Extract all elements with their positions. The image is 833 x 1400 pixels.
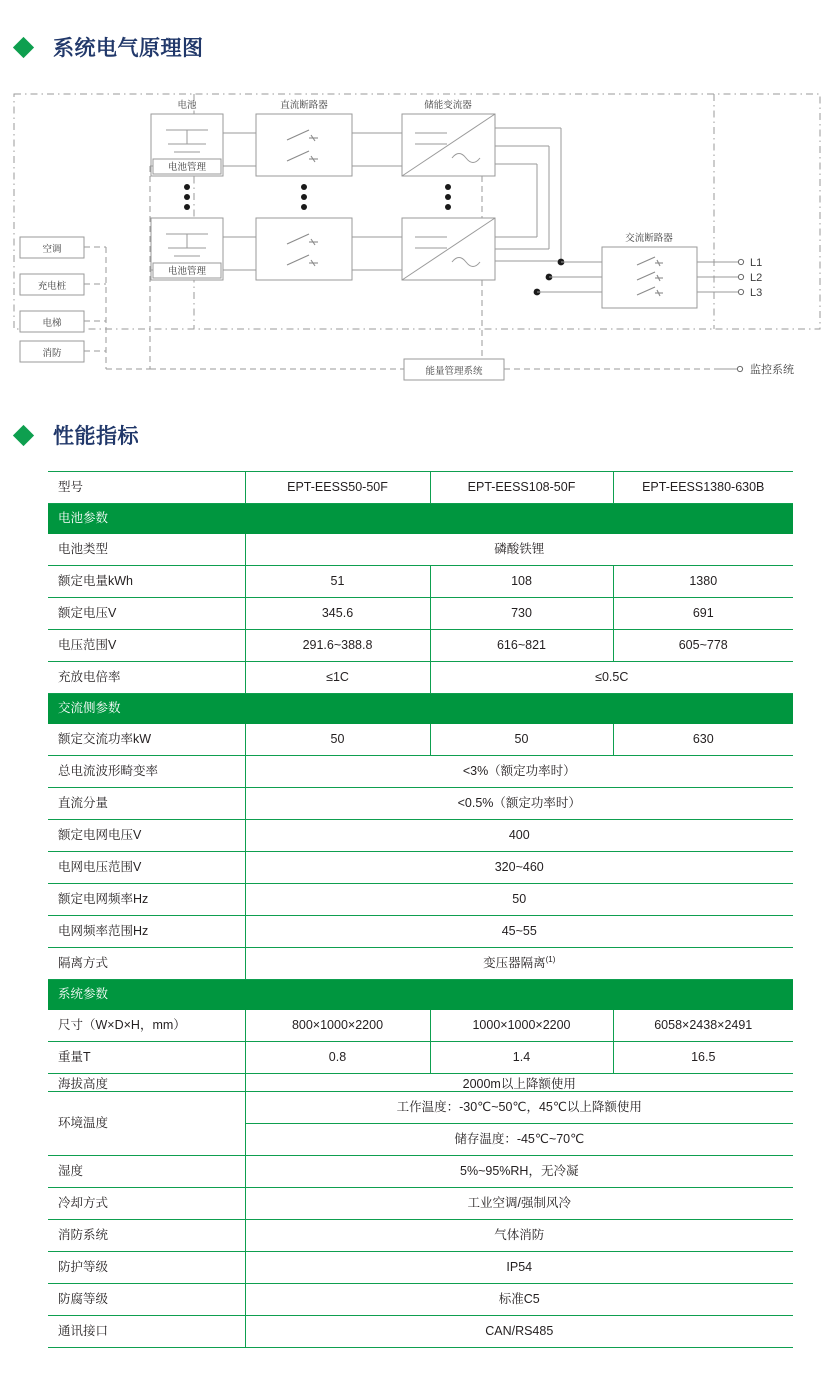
- table-section-band: [48, 980, 793, 1010]
- row-value: 2000m以上降额使用: [245, 1074, 793, 1092]
- load-label-1: 充电桩: [37, 281, 67, 292]
- row-value: 630: [613, 724, 793, 756]
- table-row: [48, 820, 793, 852]
- load-box-fire-protection: [20, 341, 84, 362]
- load-label-0: 空调: [42, 244, 62, 255]
- row-label: 电网电压范围V: [48, 852, 245, 884]
- row-value: 工业空调/强制风冷: [245, 1188, 793, 1220]
- phase-label-2: L3: [750, 287, 763, 299]
- table-row: [48, 598, 793, 630]
- row-value: ≤1C: [245, 662, 430, 694]
- row-value: 1380: [613, 566, 793, 598]
- row-label: 环境温度: [48, 1092, 245, 1156]
- row-value: 变压器隔离$^{(1)}$: [245, 948, 793, 980]
- table-header-cell: 型号: [48, 472, 245, 504]
- band-label: 电池参数: [48, 504, 793, 534]
- section-heading-spec: [16, 420, 139, 450]
- row-label: 额定电压V: [48, 598, 245, 630]
- row-label: 通讯接口: [48, 1316, 245, 1348]
- row-label: 电池类型: [48, 534, 245, 566]
- row-value: 1000×1000×2200: [430, 1010, 613, 1042]
- row-value: CAN/RS485: [245, 1316, 793, 1348]
- performance-spec-table: [48, 471, 793, 1348]
- row-value: 50: [245, 884, 793, 916]
- row-value: 气体消防: [245, 1220, 793, 1252]
- bms-label-bottom: 电池管理: [167, 266, 207, 277]
- row-label: 电压范围V: [48, 630, 245, 662]
- dc-breaker-ellipsis: [301, 184, 307, 210]
- pcs-top: [402, 114, 495, 176]
- load-box-elevator: [20, 311, 84, 332]
- table-row: [48, 948, 793, 980]
- row-value: 45~55: [245, 916, 793, 948]
- row-label: 冷却方式: [48, 1188, 245, 1220]
- row-value: 50: [430, 724, 613, 756]
- row-label: 重量T: [48, 1042, 245, 1074]
- table-row: [48, 1252, 793, 1284]
- row-value: 1.4: [430, 1042, 613, 1074]
- row-label: 额定电量kWh: [48, 566, 245, 598]
- table-row: [48, 662, 793, 694]
- row-value: 108: [430, 566, 613, 598]
- row-value: 320~460: [245, 852, 793, 884]
- table-row: [48, 724, 793, 756]
- group-label-battery: 电池: [177, 100, 197, 111]
- load-label-3: 消防: [42, 348, 62, 359]
- row-value: 51: [245, 566, 430, 598]
- phase-label-0: L1: [750, 257, 763, 269]
- row-value: 0.8: [245, 1042, 430, 1074]
- battery-unit-bottom: [151, 218, 223, 280]
- row-value: 345.6: [245, 598, 430, 630]
- table-row: [48, 916, 793, 948]
- pcs-ellipsis: [445, 184, 451, 210]
- band-label: 系统参数: [48, 980, 793, 1010]
- table-row: [48, 1042, 793, 1074]
- table-row: [48, 566, 793, 598]
- row-label: 防腐等级: [48, 1284, 245, 1316]
- battery-unit-top: [151, 114, 223, 176]
- table-row: [48, 1316, 793, 1348]
- row-label: 额定电网电压V: [48, 820, 245, 852]
- row-label: 电网频率范围Hz: [48, 916, 245, 948]
- ems-to-monitor-link: [504, 362, 794, 376]
- band-label: 交流侧参数: [48, 694, 793, 724]
- battery-ellipsis: [184, 184, 190, 210]
- footnote-marker: (1): [545, 955, 556, 965]
- spec-heading-text: 性能指标: [53, 425, 139, 448]
- row-label: 隔离方式: [48, 948, 245, 980]
- row-value: 工作温度：-30℃~50℃，45℃以上降额使用: [245, 1092, 793, 1124]
- phase-label-1: L2: [750, 272, 763, 284]
- diagram-heading-text: 系统电气原理图: [53, 37, 204, 60]
- table-row: [48, 756, 793, 788]
- row-value: 616~821: [430, 630, 613, 662]
- row-label: 额定交流功率kW: [48, 724, 245, 756]
- load-box-charging-pile: [20, 274, 84, 295]
- group-label-pcs: 储能变流器: [424, 100, 472, 111]
- row-value: 标准C5: [245, 1284, 793, 1316]
- table-row: [48, 534, 793, 566]
- row-value: 800×1000×2200: [245, 1010, 430, 1042]
- table-row: [48, 1010, 793, 1042]
- table-row: [48, 852, 793, 884]
- table-row-clipped: [48, 1074, 793, 1092]
- row-value: 16.5: [613, 1042, 793, 1074]
- row-value: 5%~95%RH，无冷凝: [245, 1156, 793, 1188]
- load-label-2: 电梯: [42, 318, 62, 329]
- monitor-label: 监控系统: [750, 364, 794, 376]
- pcs-bottom: [402, 218, 495, 280]
- group-label-dc-breaker: 直流断路器: [280, 100, 328, 111]
- table-row: [48, 788, 793, 820]
- system-electrical-schematic: [0, 86, 833, 377]
- group-label-ac-breaker: 交流断路器: [625, 233, 673, 244]
- row-label: 额定电网频率Hz: [48, 884, 245, 916]
- table-row: [48, 1092, 793, 1124]
- row-label: 消防系统: [48, 1220, 245, 1252]
- row-label: 尺寸（W×D×H，mm）: [48, 1010, 245, 1042]
- row-value: 730: [430, 598, 613, 630]
- load-bus: [84, 247, 150, 369]
- table-row: [48, 1284, 793, 1316]
- table-row: [48, 630, 793, 662]
- table-header-cell: EPT-EESS108-50F: [430, 472, 613, 504]
- ems-box: [404, 359, 504, 380]
- section-heading-diagram: [16, 32, 204, 62]
- dc-breaker-top: [256, 114, 352, 176]
- output-phases: [697, 257, 762, 299]
- row-label: 充放电倍率: [48, 662, 245, 694]
- table-header-row: [48, 472, 793, 504]
- row-value: IP54: [245, 1252, 793, 1284]
- table-row: [48, 884, 793, 916]
- row-value: ≤0.5C: [430, 662, 793, 694]
- row-value: 291.6~388.8: [245, 630, 430, 662]
- table-section-band: [48, 504, 793, 534]
- row-value: 储存温度：-45℃~70℃: [245, 1124, 793, 1156]
- table-row: [48, 1156, 793, 1188]
- row-label: 湿度: [48, 1156, 245, 1188]
- row-label: 海拔高度: [48, 1074, 245, 1092]
- bms-label-top: 电池管理: [167, 162, 207, 173]
- diamond-bullet-icon: [13, 36, 34, 57]
- row-value: <3%（额定功率时）: [245, 756, 793, 788]
- wires-dcbreaker-pcs: [352, 133, 402, 270]
- table-header-cell: EPT-EESS1380-630B: [613, 472, 793, 504]
- row-value: 605~778: [613, 630, 793, 662]
- row-value: 磷酸铁锂: [245, 534, 793, 566]
- table-section-band: [48, 694, 793, 724]
- load-box-air-conditioner: [20, 237, 84, 258]
- row-value: 400: [245, 820, 793, 852]
- row-label: 总电流波形畸变率: [48, 756, 245, 788]
- ems-label: 能量管理系统: [425, 366, 483, 377]
- row-value: 6058×2438×2491: [613, 1010, 793, 1042]
- table-header-cell: EPT-EESS50-50F: [245, 472, 430, 504]
- dc-breaker-bottom: [256, 218, 352, 280]
- table-row: [48, 1188, 793, 1220]
- row-label: 直流分量: [48, 788, 245, 820]
- row-value: <0.5%（额定功率时）: [245, 788, 793, 820]
- ac-collection-bus: [495, 128, 602, 295]
- table-row: [48, 1220, 793, 1252]
- diamond-bullet-icon-2: [13, 424, 34, 445]
- row-label: 防护等级: [48, 1252, 245, 1284]
- ac-breaker: [602, 247, 697, 308]
- wires-battery-dcbreaker: [223, 133, 256, 270]
- row-value: 691: [613, 598, 793, 630]
- row-value: 50: [245, 724, 430, 756]
